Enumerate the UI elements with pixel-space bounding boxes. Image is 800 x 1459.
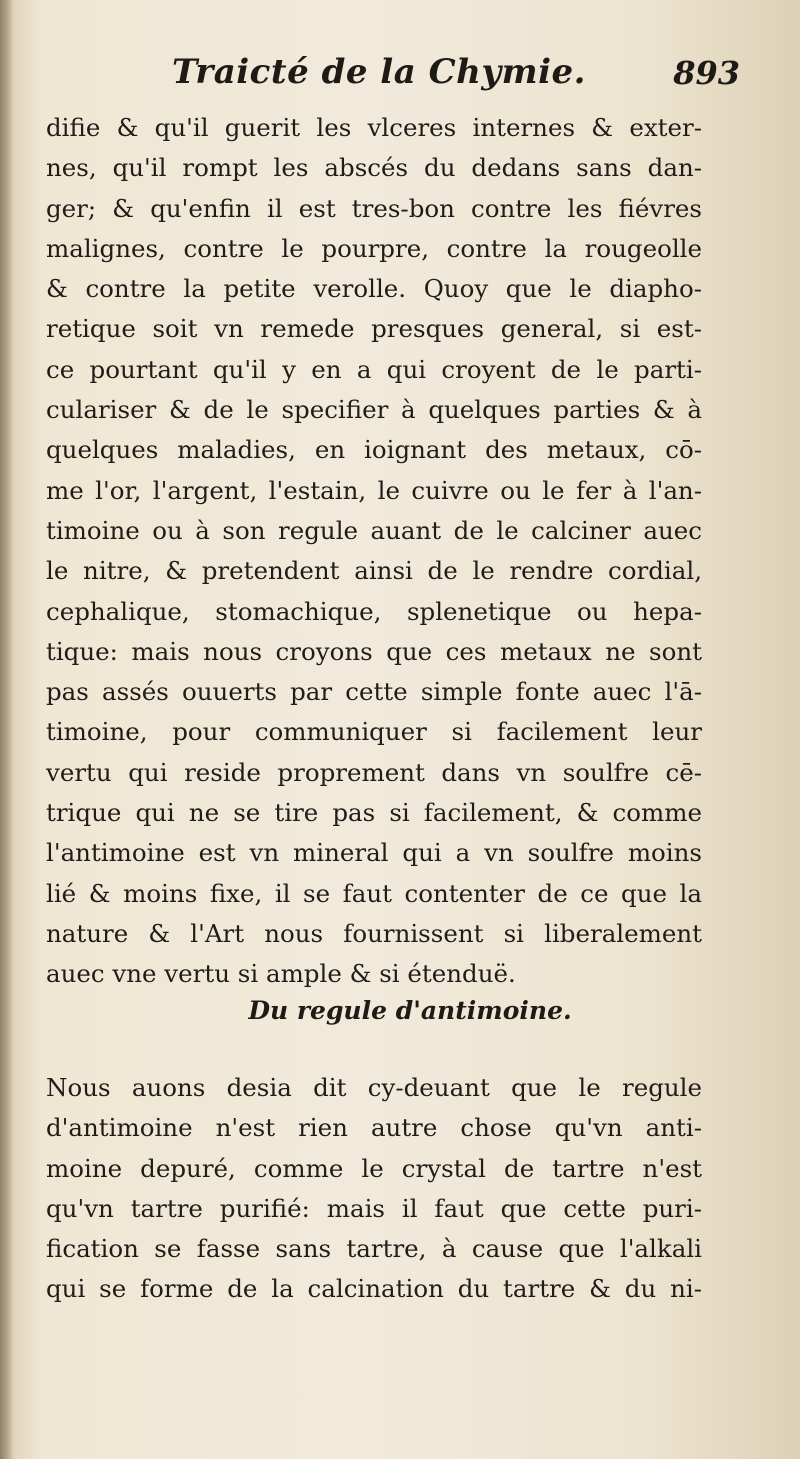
text-line: timoine, pour communiquer si facilement leur <box>46 717 702 747</box>
text-line: malignes, contre le pourpre, contre la rougeolle <box>46 233 702 263</box>
page-number: 893 <box>673 54 740 92</box>
text-line: difie & qu'il guerit les vlceres internes & exter- <box>46 113 702 142</box>
text-line: moine depuré, comme le crystal de tartre n'est <box>46 1153 702 1183</box>
text-line: tique: mais nous croyons que ces metaux ne sont <box>46 636 702 666</box>
text-line: retique soit vn remede presques general, si est- <box>46 314 702 344</box>
text-line: vertu qui reside proprement dans vn soulfre cē- <box>46 757 702 787</box>
text-line: nes, qu'il rompt les abscés du dedans sans dan- <box>46 153 702 183</box>
text-line: lié & moins fixe, il se faut contenter de ce que la <box>46 878 702 908</box>
running-title: Traicté de la Chymie. <box>172 52 586 92</box>
text-line: qu'vn tartre purifié: mais il faut que cette puri- <box>46 1193 702 1223</box>
text-line: ger; & qu'enfin il est tres-bon contre les fiévres <box>46 193 702 223</box>
text-line: cephalique, stomachique, splenetique ou hepa- <box>46 596 702 626</box>
section-heading <box>0 996 800 1025</box>
text-line: fication se fasse sans tartre, à cause que l'alkali <box>46 1234 702 1264</box>
text-line: qui se forme de la calcination du tartre & du ni- <box>46 1274 702 1304</box>
binding-edge <box>0 0 14 1459</box>
text-line: d'antimoine n'est rien autre chose qu'vn anti- <box>46 1113 702 1143</box>
text-line: nature & l'Art nous fournissent si liberalement <box>46 918 702 948</box>
text-line: & contre la petite verolle. Quoy que le diapho- <box>46 274 702 304</box>
paragraph-1 <box>46 108 702 995</box>
text-line: me l'or, l'argent, l'estain, le cuivre ou le fer à l'an- <box>46 475 702 505</box>
text-line: le nitre, & pretendent ainsi de le rendre cordial, <box>46 556 702 586</box>
text-line: culariser & de le specifier à quelques parties & à <box>46 395 702 425</box>
text-line: trique qui ne se tire pas si facilement, & comme <box>46 798 702 828</box>
text-line: quelques maladies, en ioignant des metaux, cō- <box>46 435 702 465</box>
text-line: Nous auons desia dit cy-deuant que le regule <box>46 1073 702 1102</box>
section-heading-text: Du regule d'antimoine. <box>248 996 572 1025</box>
text-line: pas assés ouuerts par cette simple fonte auec l'ā- <box>46 677 702 707</box>
text-line: ce pourtant qu'il y en a qui croyent de le parti- <box>46 354 702 384</box>
page-header <box>44 52 740 112</box>
paragraph-2 <box>46 1068 702 1310</box>
text-line: timoine ou à son regule auant de le calciner auec <box>46 515 702 545</box>
text-line: l'antimoine est vn mineral qui a vn soulfre moins <box>46 838 702 868</box>
text-line: auec vne vertu si ample & si étenduë. <box>46 959 516 989</box>
